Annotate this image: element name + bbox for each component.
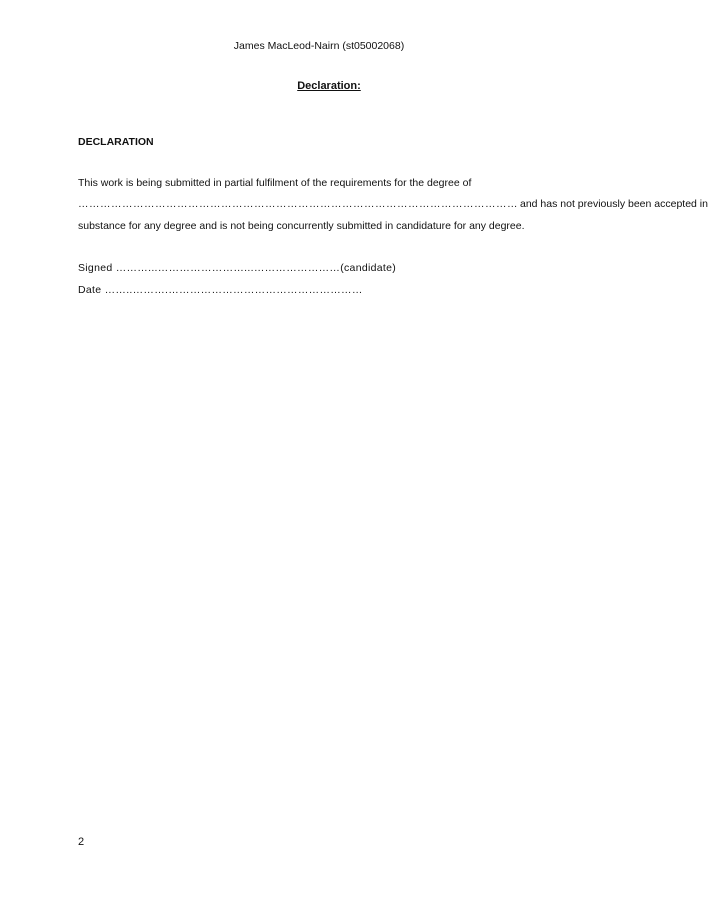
declaration-line-3: substance for any degree and is not being concurrently submitted in candidature for any degree. bbox=[78, 220, 525, 232]
section-heading: DECLARATION bbox=[78, 136, 154, 148]
page-title: Declaration: bbox=[297, 80, 361, 92]
degree-blank-dots: ………………………………………………………………………………………………………… bbox=[78, 198, 518, 210]
declaration-line-2-text: and has not previously been accepted in bbox=[520, 198, 708, 210]
declaration-line-1: This work is being submitted in partial fulfilment of the requirements for the degree of bbox=[78, 177, 472, 189]
running-header: James MacLeod-Nairn (st05002068) bbox=[233, 40, 405, 52]
signed-line: Signed ………...……………………...……………………(candidate) bbox=[78, 262, 397, 274]
declaration-line-2 bbox=[78, 198, 708, 210]
page-number: 2 bbox=[78, 836, 85, 848]
date-line: Date ……..……….……………………………………………… bbox=[78, 284, 363, 296]
